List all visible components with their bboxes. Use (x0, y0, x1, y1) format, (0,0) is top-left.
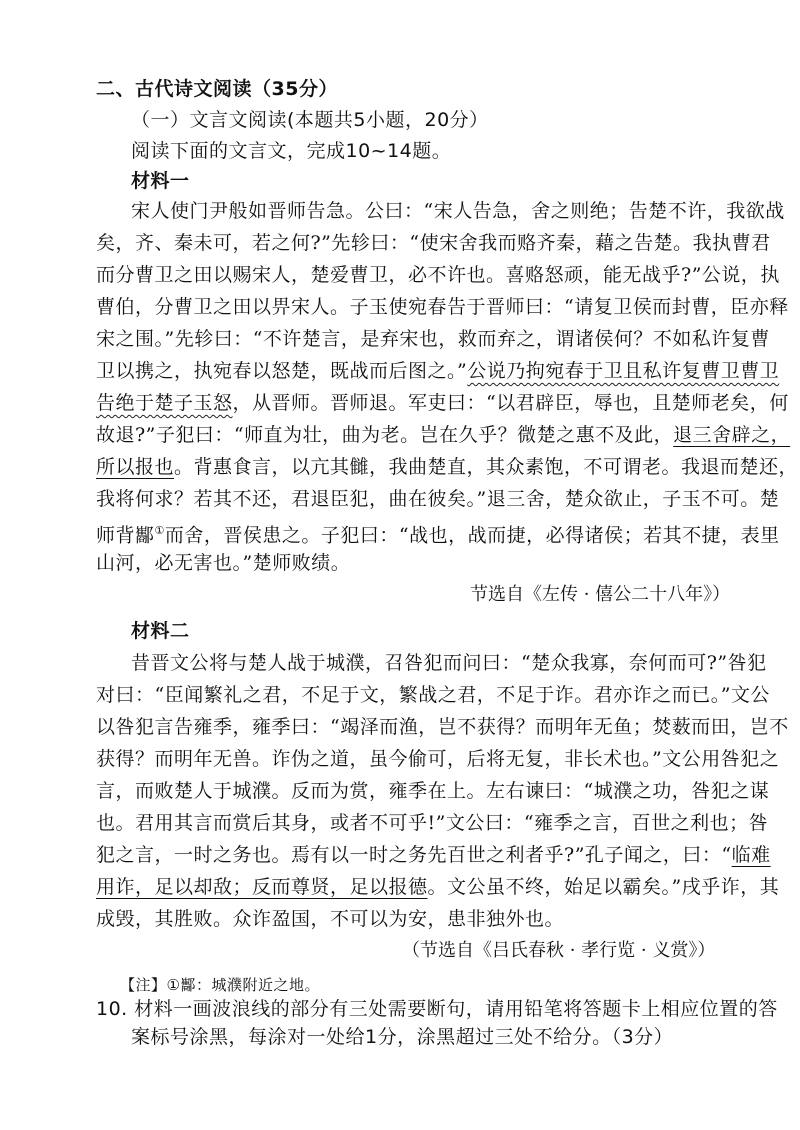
material1-line-9-text: 。背惠食言，以亢其雠，我曲楚直，其众素饱，不可谓老。我退而楚还， (174, 456, 799, 478)
material2-line-9: 成毁，其胜败。众诈盈国，不可以为安，患非独外也。 (96, 908, 565, 930)
material1-line-4: 曹伯，分曹卫之田以畀宋人。子玉使宛春告于晋师曰：“请复卫侯而封曹，臣亦释 (96, 296, 789, 318)
wavy-underline-segment-2: 告绝于楚子玉怒 (96, 392, 233, 414)
material2-line-6: 也。君用其言而赏后其身，或者不可乎!”文公曰：“雍季之言，百世之利也；咎 (96, 812, 769, 834)
material2-line-5: 言，而败楚人于城濮。反而为赏，雍季在上。左右谏曰：“城濮之功，咎犯之谋 (96, 780, 770, 802)
material1-source: 节选自《左传 · 僖公二十八年》） (470, 584, 731, 605)
straight-underline-segment-4: 用诈，足以却敌；反而尊贤，足以报德 (96, 876, 428, 898)
material1-line-8 (96, 422, 790, 448)
material1-line-9 (96, 454, 798, 480)
straight-underline-segment-3: 临难 (731, 844, 771, 866)
material2-line-1: 昔晋文公将与楚人战于城濮，召咎犯而问曰：“楚众我寡，奈何而可?”咎犯 (131, 652, 767, 674)
subsection-title: （一）文言文阅读(本题共5小题，20分） (131, 109, 489, 131)
material2-line-8 (96, 874, 779, 900)
material1-line-1: 宋人使门尹般如晋师告急。公曰：“宋人告急，舍之则绝；告楚不许，我欲战 (131, 200, 785, 222)
straight-underline-segment-1: 退三舍辟之， (673, 424, 791, 446)
question-10-line-1 (96, 996, 778, 1022)
question-10-line-2: 案标号涂黑，每涂对一处给1分，涂黑超过三处不给分。（3分） (131, 1026, 674, 1048)
instruction-text: 阅读下面的文言文，完成10~14题。 (131, 140, 452, 162)
material2-line-2: 对曰：“臣闻繁礼之君，不足于文，繁战之君，不足于诈。君亦诈之而已。”文公 (96, 684, 770, 706)
material1-label: 材料一 (131, 170, 190, 192)
question-10-text-1: 材料一画波浪线的部分有三处需要断句，请用铅笔将答题卡上相应位置的答 (134, 998, 778, 1020)
straight-underline-segment-2: 所以报也 (96, 456, 175, 478)
question-10-number: 10. (96, 998, 128, 1020)
wavy-underline-segment-1: 公说乃拘宛春于卫且私许复曹卫曹卫 (467, 360, 780, 382)
material1-line-11 (96, 518, 780, 548)
material2-line-7 (96, 842, 771, 868)
material1-line-12: 山河，必无害也。”楚师败绩。 (96, 552, 351, 574)
material2-line-7-text: 犯之言，一时之务也。焉有以一时之务先百世之利者乎?”孔子闻之，曰：“ (96, 844, 732, 866)
section-title: 二、古代诗文阅读（35分） (96, 78, 338, 100)
material2-label: 材料二 (131, 620, 190, 642)
material1-line-10: 我将何求？若其不还，君退臣犯，曲在彼矣。”退三舍，楚众欲止，子玉不可。楚 (96, 488, 780, 510)
material1-line-7-text: ，从晋师。晋师退。军吏曰：“以君辟臣，辱也，且楚师老矣，何 (232, 392, 789, 414)
material2-line-3: 以咎犯言告雍季，雍季曰：“竭泽而渔，岂不获得？而明年无鱼；焚薮而田，岂不 (96, 716, 789, 738)
footnote-marker: ① (154, 524, 165, 537)
material2-source: （节选自《吕氏春秋 · 孝行览 · 义赏》） (402, 940, 716, 961)
material2-line-8-text: 。文公虽不终，始足以霸矣。”戌乎诈，其 (427, 876, 780, 898)
material1-line-11-text-a: 师背酅 (96, 524, 155, 547)
material1-line-8-text: 故退?”子犯曰：“师直为壮，曲为老。岂在久乎？微楚之惠不及此， (96, 424, 674, 446)
material1-line-7 (96, 390, 789, 416)
material1-line-2: 矣，齐、秦未可，若之何?”先轸曰：“使宋舍我而赂齐秦，藉之告楚。我执曹君 (96, 232, 771, 254)
footnote: 【注】①酅：城濮附近之地。 (120, 976, 320, 994)
material1-line-6 (96, 358, 779, 384)
material1-line-11-text-b: 而舍，晋侯患之。子犯曰：“战也，战而捷，必得诸侯；若其不捷，表里 (164, 524, 780, 547)
material1-line-5: 宋之围。”先轸曰：“不许楚言，是弃宋也，救而弃之，谓诸侯何？不如私许复曹 (96, 328, 770, 350)
material1-line-6-text: 卫以携之，执宛春以怒楚，既战而后图之。” (96, 360, 468, 382)
material2-line-4: 获得？而明年无兽。诈伪之道，虽今偷可，后将无复，非长术也。”文公用咎犯之 (96, 748, 780, 770)
material1-line-3: 而分曹卫之田以赐宋人，楚爱曹卫，必不许也。喜赂怒顽，能无战乎?”公说，执 (96, 264, 780, 286)
